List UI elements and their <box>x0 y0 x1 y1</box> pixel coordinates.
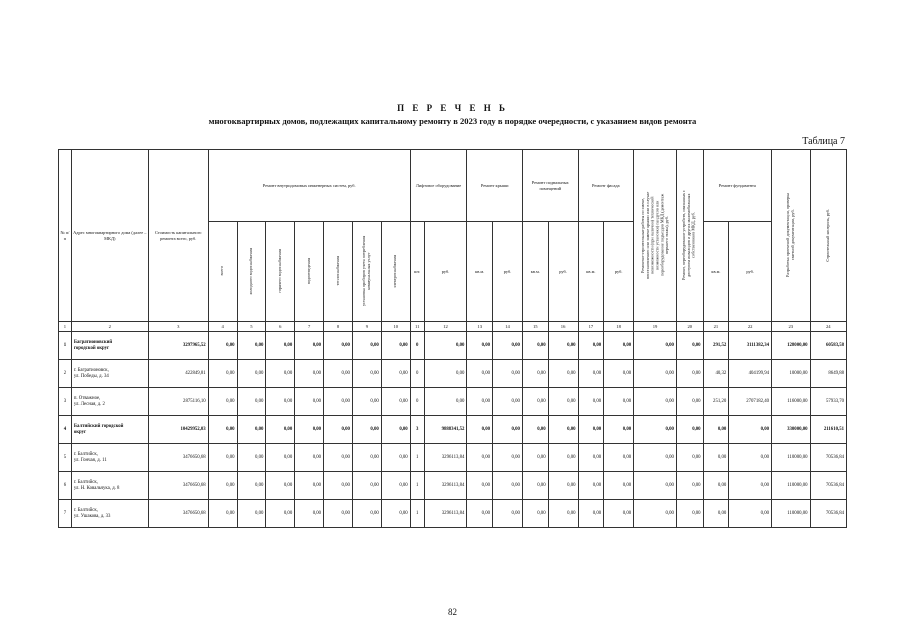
row-cell: 0,00 <box>324 500 353 528</box>
col-foundation-header: Ремонт фундамента <box>703 150 771 222</box>
col-facade-rub-header: руб. <box>604 222 634 322</box>
col-roof-rub-header: руб. <box>493 222 523 322</box>
address-line-1: Балтийский городской <box>73 423 124 429</box>
col-address-header: Адрес многоквартирного дома (далее – МКД) <box>71 150 148 322</box>
row-cell: 0,00 <box>266 332 295 360</box>
row-address <box>71 360 148 388</box>
row-cell: 0,00 <box>467 444 493 472</box>
col-num-header: № п/п <box>59 150 72 322</box>
row-cell: 0,00 <box>634 388 677 416</box>
address-line-1: п. Отважное, <box>73 395 101 401</box>
row-number: 3 <box>59 388 72 416</box>
col-design-header: Разработка проектной документации, проверка сметной документации, руб. <box>784 192 795 278</box>
col-hot-water-header: горячего водоснабжения <box>276 249 282 293</box>
col-repair-works-header: Ремонтно-строительные работы по смене, восстановлению или замене крыши или в случае невозможности (при наличии) технической возможности установки) пандусов или переоборудование подъездов МКД (демонтаж верхнего этажа), руб. <box>639 191 669 279</box>
row-cell: 0,00 <box>295 444 324 472</box>
row-cell: 0,00 <box>467 472 493 500</box>
row-cell: 0,00 <box>295 472 324 500</box>
row-number: 2 <box>59 360 72 388</box>
row-cell: 0,00 <box>522 332 548 360</box>
row-cell: 0,00 <box>295 416 324 444</box>
row-cell: 3476650,68 <box>148 500 208 528</box>
row-cell: 0,00 <box>266 444 295 472</box>
col-number: 17 <box>578 322 604 332</box>
row-cell: 0,00 <box>295 388 324 416</box>
row-cell: 0,00 <box>703 472 729 500</box>
row-cell: 70536,84 <box>810 500 847 528</box>
row-cell: 0,00 <box>522 500 548 528</box>
col-number: 10 <box>381 322 410 332</box>
row-cell: 0,00 <box>604 360 634 388</box>
row-cell: 0,00 <box>676 388 703 416</box>
col-number: 15 <box>522 322 548 332</box>
row-cell: 0,00 <box>493 360 523 388</box>
row-cell: 0,00 <box>676 500 703 528</box>
col-lift-header: Лифтовое оборудование <box>410 150 467 222</box>
address-line-1: г. Балтийск, <box>73 451 98 457</box>
row-address <box>71 500 148 528</box>
row-cell: 0,00 <box>324 360 353 388</box>
table-row <box>59 500 847 528</box>
row-cell: 0,00 <box>548 332 578 360</box>
address-line-1: г. Балтийск, <box>73 507 98 513</box>
row-cell: 0,00 <box>237 360 266 388</box>
row-cell: 0,00 <box>548 444 578 472</box>
address-line-2: ул. Гончая, д. 11 <box>73 457 107 463</box>
row-cell: 2707182,40 <box>729 388 772 416</box>
col-number: 14 <box>493 322 523 332</box>
row-cell: 0,00 <box>578 360 604 388</box>
row-cell: 110000,00 <box>772 472 810 500</box>
table-label: Таблица 7 <box>802 136 845 147</box>
col-accessibility-header: Ремонт, переоборудование устройств, связанных с доступом инвалидов и других маломобильных собственников МКД, руб. <box>681 190 697 280</box>
col-foundation-sqm-header: кв.м. <box>703 222 729 322</box>
row-cell: 0,00 <box>604 500 634 528</box>
row-cell: 3296113,84 <box>424 444 467 472</box>
row-cell: 0,00 <box>676 360 703 388</box>
row-cell: 0,00 <box>729 500 772 528</box>
col-number: 20 <box>676 322 703 332</box>
row-cell: 0,00 <box>237 500 266 528</box>
col-foundation-rub-header: руб. <box>729 222 772 322</box>
row-cell: 0,00 <box>324 444 353 472</box>
row-cell: 0,00 <box>703 500 729 528</box>
row-cell: 251,20 <box>703 388 729 416</box>
row-cell: 0,00 <box>237 444 266 472</box>
row-cell: 0,00 <box>352 332 381 360</box>
row-cell: 0,00 <box>578 472 604 500</box>
table-row <box>59 444 847 472</box>
row-address <box>71 444 148 472</box>
col-number: 8 <box>324 322 353 332</box>
row-cell: 0,00 <box>467 416 493 444</box>
row-cell: 0,00 <box>493 500 523 528</box>
row-cell: 0,00 <box>493 388 523 416</box>
row-cell: 0,00 <box>266 500 295 528</box>
row-cell: 0,00 <box>467 360 493 388</box>
row-cell: 3297965,52 <box>148 332 208 360</box>
row-cell: 1 <box>410 472 424 500</box>
col-number: 2 <box>71 322 148 332</box>
address-line-2: ул. Победы, д. 34 <box>73 373 109 379</box>
subtotal-row <box>59 332 847 360</box>
row-cell: 0,00 <box>578 416 604 444</box>
row-cell: 0,00 <box>729 472 772 500</box>
col-number: 18 <box>604 322 634 332</box>
address-line-2: ул. Н. Ковальчука, д. 8 <box>73 485 120 491</box>
row-cell: 8649,88 <box>810 360 847 388</box>
row-cell: 0,00 <box>352 416 381 444</box>
row-cell: 0,00 <box>522 472 548 500</box>
row-cell: 0,00 <box>467 388 493 416</box>
row-cell: 0,00 <box>729 444 772 472</box>
row-cell: 0,00 <box>548 500 578 528</box>
row-cell: 0,00 <box>352 388 381 416</box>
address-line-2: городской округ <box>73 345 110 351</box>
row-cell: 0,00 <box>522 388 548 416</box>
address-line-1: г. Багратионовск, <box>73 367 109 373</box>
col-number: 5 <box>237 322 266 332</box>
column-number-row <box>59 322 847 332</box>
col-number: 24 <box>810 322 847 332</box>
row-cell: 57933,70 <box>810 388 847 416</box>
row-cell: 0,00 <box>676 416 703 444</box>
address-line-2: округ <box>73 429 87 435</box>
row-cell: 128000,00 <box>772 332 810 360</box>
row-cell: 0,00 <box>634 360 677 388</box>
row-cell: 0,00 <box>578 500 604 528</box>
row-cell: 0,00 <box>493 444 523 472</box>
col-number: 22 <box>729 322 772 332</box>
row-cell: 0,00 <box>676 472 703 500</box>
table-row <box>59 472 847 500</box>
row-cell: 0,00 <box>324 416 353 444</box>
row-cell: 0,00 <box>604 472 634 500</box>
table-row <box>59 388 847 416</box>
row-cell: 0,00 <box>266 416 295 444</box>
row-cell: 0,00 <box>634 472 677 500</box>
row-cell: 0,00 <box>578 444 604 472</box>
row-cell: 0,00 <box>381 472 410 500</box>
row-cell: 0,00 <box>381 416 410 444</box>
row-cell: 0,00 <box>352 472 381 500</box>
col-number: 6 <box>266 322 295 332</box>
row-number: 6 <box>59 472 72 500</box>
row-address <box>71 388 148 416</box>
col-facade-sqm-header: кв.м. <box>578 222 604 322</box>
row-cell: 0,00 <box>634 332 677 360</box>
row-cell: 60583,58 <box>810 332 847 360</box>
row-cell: 0,00 <box>266 360 295 388</box>
row-address <box>71 416 148 444</box>
row-cell: 40,32 <box>703 360 729 388</box>
row-cell: 0,00 <box>424 332 467 360</box>
row-address <box>71 472 148 500</box>
col-cold-water-header: холодного водоснабжения <box>248 247 254 295</box>
address-line-1: Багратионовский <box>73 339 113 345</box>
address-line-2: ул. Лесная, д. 2 <box>73 401 105 407</box>
row-cell: 110000,00 <box>772 500 810 528</box>
row-cell: 0,00 <box>729 416 772 444</box>
table-row <box>59 360 847 388</box>
row-cell: 0,00 <box>208 332 237 360</box>
row-cell: 0 <box>410 360 424 388</box>
row-cell: 0,00 <box>237 388 266 416</box>
row-number: 4 <box>59 416 72 444</box>
row-cell: 1 <box>410 444 424 472</box>
row-cell: 3476650,68 <box>148 472 208 500</box>
row-cell: 0,00 <box>208 472 237 500</box>
row-cell: 0,00 <box>237 332 266 360</box>
row-cell: 0,00 <box>676 332 703 360</box>
col-number: 1 <box>59 322 72 332</box>
row-cell: 0,00 <box>548 388 578 416</box>
row-cell: 0,00 <box>467 500 493 528</box>
row-cell: 0,00 <box>381 500 410 528</box>
row-cell: 0,00 <box>208 416 237 444</box>
row-cell: 0,00 <box>493 416 523 444</box>
col-number: 12 <box>424 322 467 332</box>
document-title: П Е Р Е Ч Е Н Ь <box>397 103 508 113</box>
col-heat-header: теплоснабжения <box>334 256 340 286</box>
row-cell: 0,00 <box>424 360 467 388</box>
col-meters-header: установка приборов учета потребления коммунальных услуг <box>361 235 371 307</box>
row-cell: 0,00 <box>324 472 353 500</box>
row-cell: 0,00 <box>604 444 634 472</box>
row-cell: 0,00 <box>676 444 703 472</box>
subtotal-row <box>59 416 847 444</box>
row-address <box>71 332 148 360</box>
col-sewer-header: водоотведения <box>305 257 311 285</box>
row-cell: 0,00 <box>237 416 266 444</box>
row-cell: 0,00 <box>467 332 493 360</box>
row-cell: 0,00 <box>634 444 677 472</box>
col-number: 3 <box>148 322 208 332</box>
row-cell: 0,00 <box>578 332 604 360</box>
row-cell: 116000,00 <box>772 388 810 416</box>
row-cell: 0,00 <box>604 388 634 416</box>
row-cell: 0,00 <box>578 388 604 416</box>
col-internal-group-header: Ремонт внутридомовых инженерных систем, руб. <box>208 150 410 222</box>
col-cost-header: Стоимость капитального ремонта всего, руб. <box>148 150 208 322</box>
row-cell: 0,00 <box>703 416 729 444</box>
row-cell: 0,00 <box>493 332 523 360</box>
col-number: 9 <box>352 322 381 332</box>
row-cell: 0,00 <box>208 360 237 388</box>
repair-table <box>58 149 847 528</box>
row-cell: 0,00 <box>266 472 295 500</box>
row-cell: 0,00 <box>381 444 410 472</box>
row-cell: 3296113,84 <box>424 472 467 500</box>
row-cell: 1 <box>410 500 424 528</box>
col-number: 16 <box>548 322 578 332</box>
address-line-2: ул. Ушакова, д. 33 <box>73 513 111 519</box>
row-cell: 3296113,84 <box>424 500 467 528</box>
row-cell: 0,00 <box>237 472 266 500</box>
row-cell: 0,00 <box>295 500 324 528</box>
col-number: 13 <box>467 322 493 332</box>
row-cell: 0,00 <box>381 388 410 416</box>
col-control-header: Строительный контроль, руб. <box>824 208 830 262</box>
row-cell: 3476650,68 <box>148 444 208 472</box>
row-cell: 10000,00 <box>772 360 810 388</box>
row-cell: 70536,84 <box>810 444 847 472</box>
row-cell: 0,00 <box>522 416 548 444</box>
row-cell: 0,00 <box>604 416 634 444</box>
row-cell: 0,00 <box>208 388 237 416</box>
row-cell: 422849,81 <box>148 360 208 388</box>
row-cell: 404199,94 <box>729 360 772 388</box>
col-lift-rub-header: руб. <box>424 222 467 322</box>
row-cell: 291,52 <box>703 332 729 360</box>
row-cell: 0,00 <box>493 472 523 500</box>
col-facade-header: Ремонт фасада <box>578 150 634 222</box>
col-number: 23 <box>772 322 810 332</box>
row-cell: 211610,51 <box>810 416 847 444</box>
row-cell: 0,00 <box>324 388 353 416</box>
row-cell: 2875116,10 <box>148 388 208 416</box>
row-cell: 0,00 <box>548 360 578 388</box>
col-internal-total-header: всего <box>219 266 225 276</box>
row-cell: 0,00 <box>381 332 410 360</box>
row-cell: 330000,00 <box>772 416 810 444</box>
row-cell: 0,00 <box>352 444 381 472</box>
col-basement-rub-header: руб. <box>548 222 578 322</box>
document-subtitle: многоквартирных домов, подлежащих капитальному ремонту в 2023 году в порядке очередности, с указанием видов ремонта <box>208 116 697 126</box>
row-cell: 10429952,03 <box>148 416 208 444</box>
row-cell: 0,00 <box>295 360 324 388</box>
row-cell: 3 <box>410 416 424 444</box>
row-cell: 0,00 <box>324 332 353 360</box>
page-number: 82 <box>448 607 457 617</box>
row-cell: 0,00 <box>634 416 677 444</box>
row-number: 1 <box>59 332 72 360</box>
row-cell: 0,00 <box>352 500 381 528</box>
col-number: 21 <box>703 322 729 332</box>
row-cell: 0,00 <box>381 360 410 388</box>
col-basement-header: Ремонт подвальных помещений <box>522 150 578 222</box>
col-number: 19 <box>634 322 677 332</box>
row-cell: 0,00 <box>548 416 578 444</box>
col-roof-sqm-header: кв.м. <box>467 222 493 322</box>
row-cell: 0,00 <box>424 388 467 416</box>
col-basement-sqm-header: кв.м. <box>522 222 548 322</box>
row-cell: 0 <box>410 388 424 416</box>
row-cell: 0,00 <box>703 444 729 472</box>
row-cell: 0,00 <box>548 472 578 500</box>
row-cell: 0,00 <box>295 332 324 360</box>
row-cell: 0,00 <box>604 332 634 360</box>
col-number: 4 <box>208 322 237 332</box>
col-number: 7 <box>295 322 324 332</box>
col-number: 11 <box>410 322 424 332</box>
row-cell: 0 <box>410 332 424 360</box>
row-cell: 0,00 <box>352 360 381 388</box>
row-cell: 0,00 <box>522 444 548 472</box>
row-cell: 0,00 <box>266 388 295 416</box>
row-cell: 0,00 <box>208 444 237 472</box>
row-number: 5 <box>59 444 72 472</box>
col-lift-pcs-header: шт. <box>410 222 424 322</box>
row-cell: 0,00 <box>634 500 677 528</box>
row-cell: 3111382,34 <box>729 332 772 360</box>
row-cell: 0,00 <box>522 360 548 388</box>
row-cell: 70536,84 <box>810 472 847 500</box>
row-cell: 9888341,52 <box>424 416 467 444</box>
col-roof-header: Ремонт крыши <box>467 150 523 222</box>
col-electric-header: электроснабжения <box>392 254 398 288</box>
address-line-1: г. Балтийск, <box>73 479 98 485</box>
row-cell: 110000,00 <box>772 444 810 472</box>
row-cell: 0,00 <box>208 500 237 528</box>
row-number: 7 <box>59 500 72 528</box>
